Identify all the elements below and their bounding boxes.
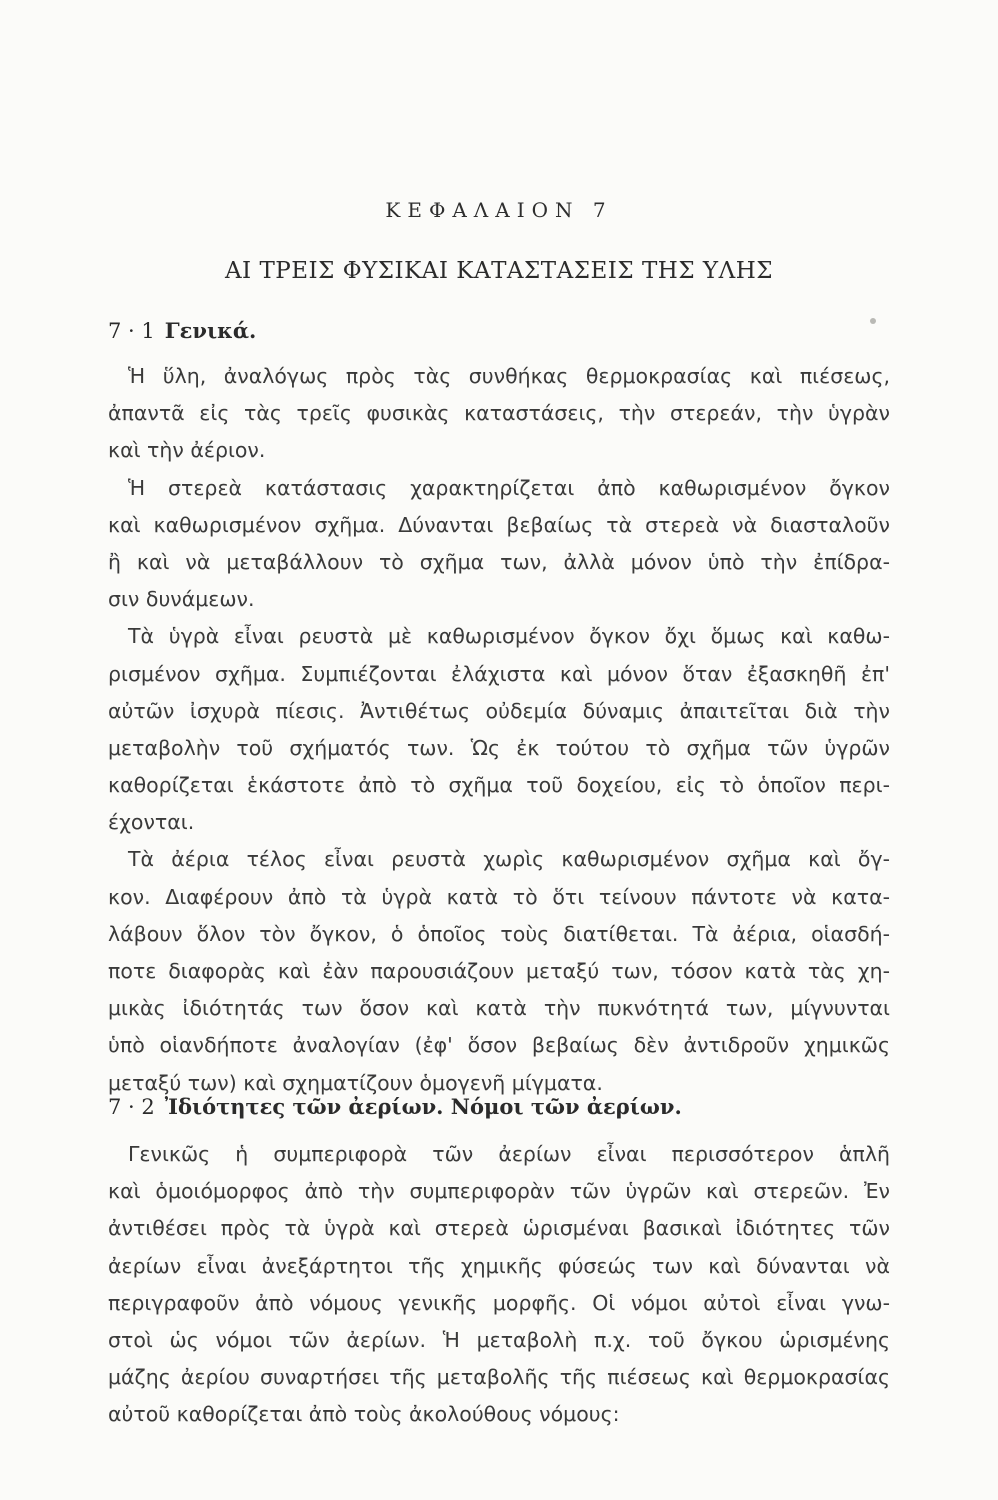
text-line: λάβουν ὅλον τὸν ὄγκον, ὁ ὁποῖος τοὺς διατίθεται. Τὰ ἀέρια, οἱασδή- — [108, 921, 890, 946]
section-body-7-1 — [108, 358, 890, 1102]
text-line: μάζης ἀερίου συναρτήσει τῆς μεταβολῆς τῆς πιέσεως καὶ θερμοκρασίας — [108, 1365, 890, 1390]
section-heading-7-1 — [108, 318, 256, 343]
text-line: Τὰ ἀέρια τέλος εἶναι ρευστὰ χωρὶς καθωρισμένον σχῆμα καὶ ὄγ- — [128, 847, 890, 872]
text-line: έχονται. — [108, 810, 195, 835]
text-line: μικὰς ἰδιότητάς των ὅσον καὶ κατὰ τὴν πυκνότητά των, μίγνυνται — [108, 996, 890, 1021]
text-line: μεταξύ των) καὶ σχηματίζουν ὁμογενῆ μίγματα. — [108, 1070, 603, 1095]
text-line: καθορίζεται ἑκάστοτε ἀπὸ τὸ σχῆμα τοῦ δοχείου, εἰς τὸ ὁποῖον περι- — [108, 773, 890, 798]
section-title: Ἰδιότητες τῶν ἀερίων. Νόμοι τῶν ἀερίων. — [164, 1094, 682, 1119]
text-line: Γενικῶς ἡ συμπεριφορὰ τῶν ἀερίων εἶναι περισσότερον ἁπλῆ — [128, 1142, 890, 1166]
text-line: καὶ ὁμοιόμορφος ἀπὸ τὴν συμπεριφορὰν τῶν ὑγρῶν καὶ στερεῶν. Ἐν — [108, 1179, 890, 1204]
text-line: καὶ καθωρισμένον σχῆμα. Δύνανται βεβαίως τὰ στερεὰ νὰ διασταλοῦν — [108, 512, 890, 537]
text-line: Ἡ ὕλη, ἀναλόγως πρὸς τὰς συνθήκας θερμοκρασίας καὶ πιέσεως, — [128, 364, 890, 388]
text-line: Ἡ στερεὰ κατάστασις χαρακτηρίζεται ἀπὸ καθωρισμένον ὄγκον — [128, 475, 890, 500]
chapter-label: ΚΕΦΑΛΑΙΟΝ 7 — [385, 198, 613, 222]
text-line: κον. Διαφέρουν ἀπὸ τὰ ὑγρὰ κατὰ τὸ ὅτι τείνουν πάντοτε νὰ κατα- — [108, 884, 890, 909]
text-line: σιν δυνάμεων. — [108, 587, 255, 612]
text-line: ἢ καὶ νὰ μεταβάλλουν τὸ σχῆμα των, ἀλλὰ μόνον ὑπὸ τὴν ἐπίδρα- — [108, 549, 890, 574]
text-line: στοὶ ὡς νόμοι τῶν ἀερίων. Ἡ μεταβολὴ π.χ. τοῦ ὄγκου ὡρισμένης — [108, 1327, 890, 1352]
text-line: ἀντιθέσει πρὸς τὰ ὑγρὰ καὶ στερεὰ ὡρισμέναι βασικαὶ ἰδιότητες τῶν — [108, 1216, 890, 1241]
text-line: ἀπαντᾶ εἰς τὰς τρεῖς φυσικὰς καταστάσεις, τὴν στερεάν, τὴν ὑγρὰν — [108, 401, 890, 426]
section-heading-7-2 — [108, 1094, 682, 1119]
text-line: περιγραφοῦν ἀπὸ νόμους γενικῆς μορφῆς. Οἱ νόμοι αὐτοὶ εἶναι γνω- — [108, 1290, 890, 1315]
text-line: ἀερίων εἶναι ἀνεξάρτητοι τῆς χημικῆς φύσεώς των καὶ δύνανται νὰ — [108, 1253, 890, 1278]
section-number: 7 · 2 — [108, 1095, 155, 1119]
text-line: Τὰ ὑγρὰ εἶναι ρευστὰ μὲ καθωρισμένον ὄγκον ὄχι ὅμως καὶ καθω- — [128, 624, 890, 649]
chapter-title: ΑΙ ΤΡΕΙΣ ΦΥΣΙΚΑΙ ΚΑΤΑΣΤΑΣΕΙΣ ΤΗΣ ΥΛΗΣ — [224, 258, 774, 284]
text-line: αὐτῶν ἰσχυρὰ πίεσις. Ἀντιθέτως οὐδεμία δύναμις ἀπαιτεῖται διὰ τὴν — [108, 698, 890, 723]
page-speck — [870, 318, 876, 324]
text-line: ποτε διαφορὰς καὶ ἐὰν παρουσιάζουν μεταξύ των, τόσον κατὰ τὰς χη- — [108, 959, 890, 983]
section-body-7-2 — [108, 1136, 890, 1434]
text-line: καὶ τὴν ἀέριον. — [108, 438, 266, 463]
text-line: ὑπὸ οἱανδήποτε ἀναλογίαν (ἐφ' ὅσον βεβαίως δὲν ἀντιδροῦν χημικῶς — [108, 1033, 890, 1058]
text-line: ρισμένον σχῆμα. Συμπιέζονται ἐλάχιστα καὶ μόνον ὅταν ἐξασκηθῆ ἐπ' — [108, 661, 890, 686]
text-line: αὐτοῦ καθορίζεται ἀπὸ τοὺς ἀκολούθους νόμους: — [108, 1402, 620, 1427]
text-line: μεταβολὴν τοῦ σχήματός των. Ὡς ἐκ τούτου τὸ σχῆμα τῶν ὑγρῶν — [108, 735, 890, 760]
section-number: 7 · 1 — [108, 319, 155, 343]
section-title: Γενικά. — [164, 318, 257, 343]
